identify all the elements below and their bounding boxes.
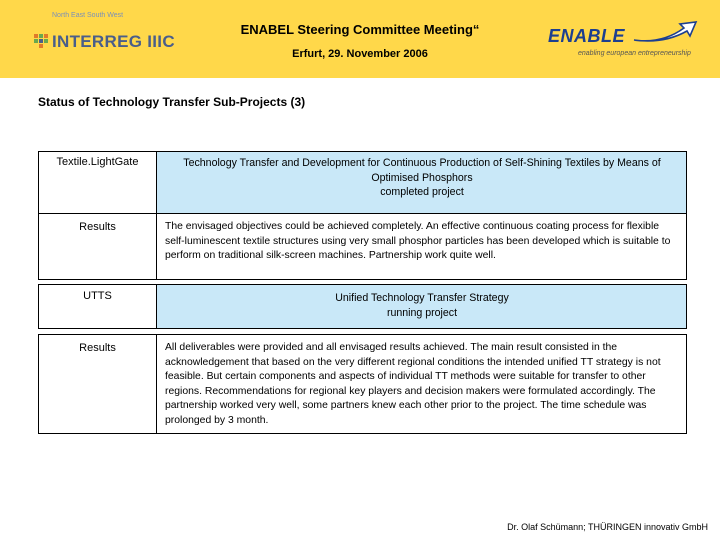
enable-arrow-icon	[632, 18, 702, 44]
interreg-logo	[34, 12, 174, 57]
project-label-cell	[38, 284, 157, 329]
section-title: Status of Technology Transfer Sub-Projects (3)	[38, 95, 306, 109]
interreg-tagline: North East South West	[52, 12, 124, 19]
project-status: running project	[386, 307, 458, 319]
interreg-squares-icon	[34, 34, 48, 48]
project-status: completed project	[380, 186, 464, 198]
project-heading-cell	[156, 284, 687, 329]
interreg-name: INTERREG IIIC	[52, 32, 175, 51]
project-heading: Technology Transfer and Development for Continuous Production of Self-Shining Textiles by Means of Optimised Phosphors	[183, 157, 661, 184]
enable-logo	[548, 18, 714, 63]
project-heading-cell	[156, 151, 687, 214]
results-text-cell	[156, 334, 687, 434]
results-text: The envisaged objectives could be achieved completely. An effective continuous coating process for flexible self-luminescent textile structures using very small phosphor particles has been developed which is suitable to perform on traditional silk-screen machines. Partnership work quite well.	[165, 221, 671, 262]
project-heading: Unified Technology Transfer Strategy	[335, 292, 509, 304]
results-text: All deliverables were provided and all envisaged results achieved. The main result consisted in the acknowledgement that based on the very different regional conditions the intended unified TT strategy is not feasible. But certain components and aspects of individual TT methods were suitable for transfer to other regions. Recommendations for regional key players and decision makers were formulated accordingly. The partnership worked very well, some partners knew each other prior to the project. The time schedule was prolonged by 3 month.	[165, 342, 661, 426]
results-label: Results	[79, 221, 116, 233]
results-label: Results	[79, 342, 116, 354]
footer-author: Dr. Olaf Schümann; THÜRINGEN innovativ GmbH	[507, 522, 708, 532]
results-label-cell	[38, 334, 157, 434]
project-label-cell	[38, 151, 157, 214]
project-label: Textile.LightGate	[56, 156, 139, 168]
meeting-title: ENABEL Steering Committee Meeting“	[240, 22, 480, 37]
enable-name: ENABLE	[548, 26, 626, 46]
enable-slogan: enabling european entrepreneurship	[578, 50, 691, 57]
header-banner	[0, 0, 720, 78]
meeting-subtitle: Erfurt, 29. November 2006	[292, 48, 428, 60]
results-text-cell	[156, 213, 687, 280]
results-label-cell	[38, 213, 157, 280]
project-label: UTTS	[83, 290, 112, 302]
